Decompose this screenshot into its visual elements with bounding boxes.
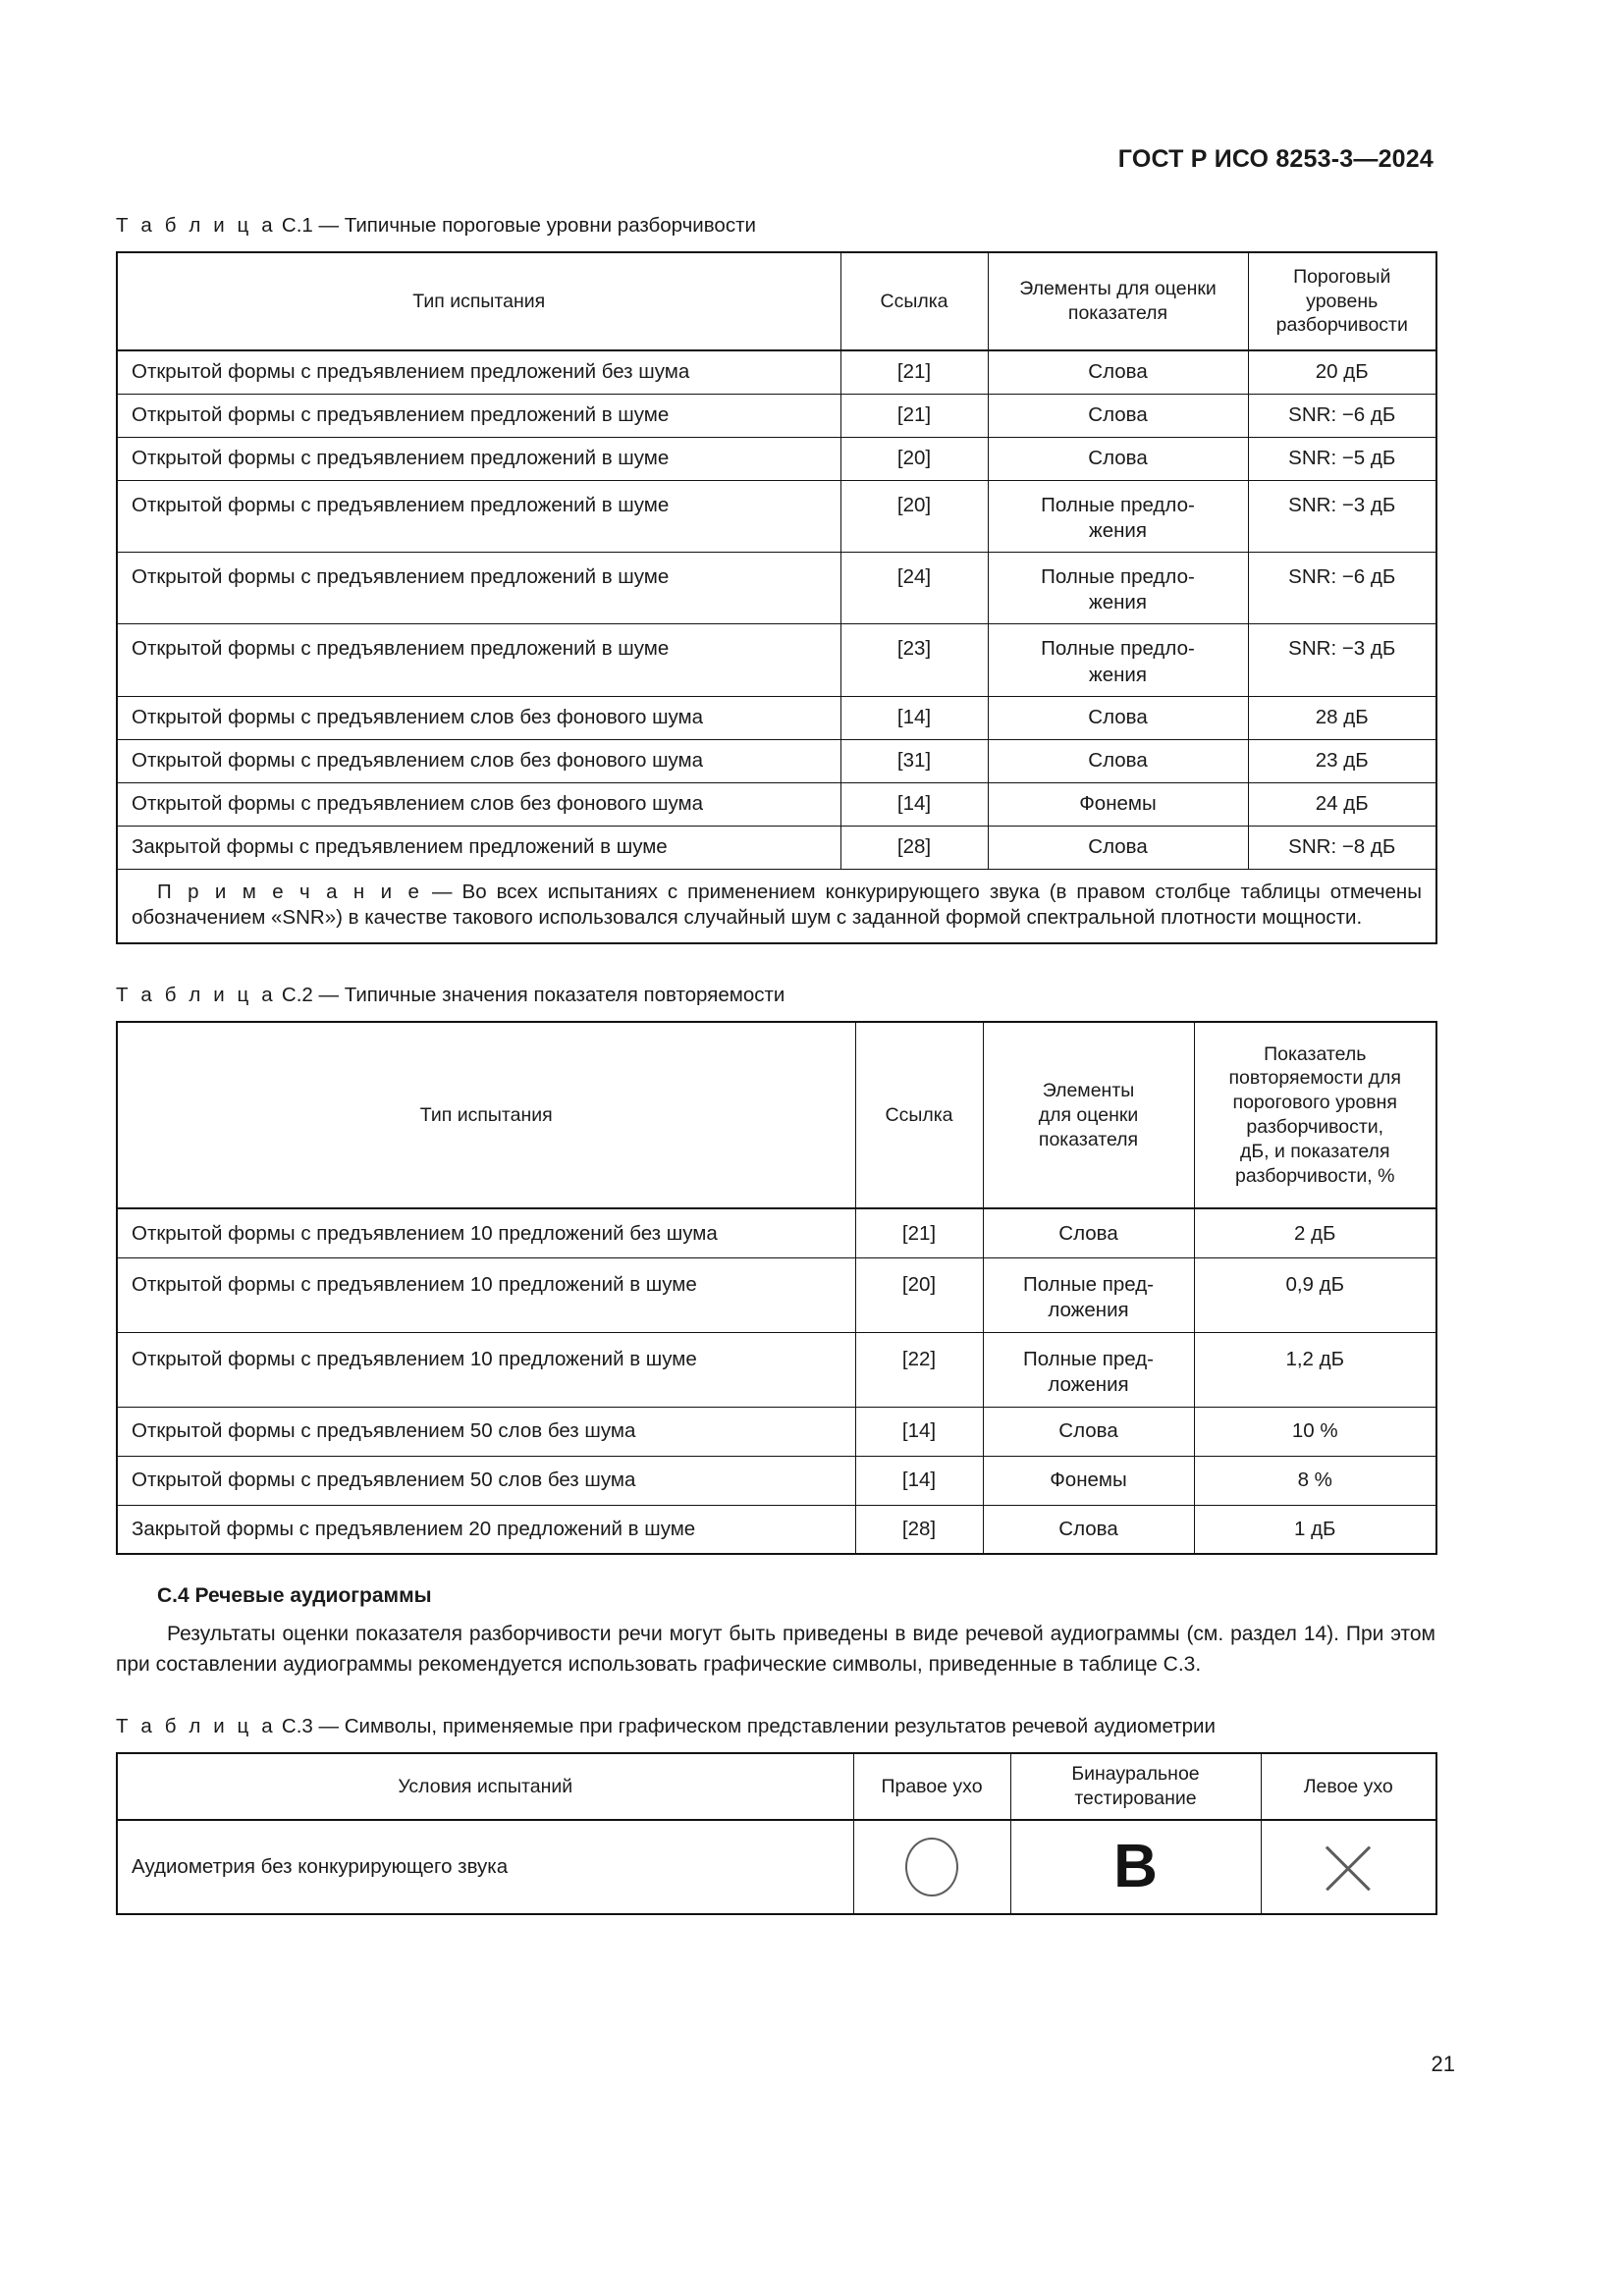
table-c1-cell-reference: [28]: [840, 826, 988, 869]
elements-line2: жения: [1089, 591, 1147, 614]
table-c1-cell-reference: [24]: [840, 552, 988, 623]
table-c1-cell-type: Открытой формы с предъявлением предложений в шуме: [117, 394, 840, 437]
section-c4-heading: C.4 Речевые аудиограммы: [157, 1584, 432, 1608]
section-c4-paragraph: Результаты оценки показателя разборчивости речи могут быть приведены в виде речевой аудиограммы (см. раздел 14). При этом при составлении аудиограммы рекомендуется использовать графические символы, приведенные в таблице С.3.: [116, 1623, 1435, 1676]
table-c1-note-label: П р и м е ч а н и е: [157, 880, 423, 903]
table-row: [117, 1820, 1436, 1914]
table-c1-cell-threshold: 23 дБ: [1248, 739, 1436, 782]
table-c1-col-threshold-line3: разборчивости: [1275, 314, 1408, 337]
binaural-b-symbol: B: [1113, 1833, 1158, 1901]
elements-line1: Полные предло-: [1041, 637, 1195, 661]
table-row: [117, 696, 1436, 739]
table-c1-cell-threshold: SNR: −5 дБ: [1248, 437, 1436, 480]
table-c2-cell-elements: [983, 1505, 1194, 1554]
table-c2-cell-repeatability: 8 %: [1194, 1456, 1436, 1505]
table-row: [117, 1257, 1436, 1332]
table-c1-cell-type: Открытой формы с предъявлением слов без фонового шума: [117, 782, 840, 826]
col-repeatability-line6: разборчивости, %: [1235, 1165, 1395, 1188]
col-repeatability-line3: порогового уровня: [1232, 1092, 1397, 1114]
table-c1-cell-type: Открытой формы с предъявлением слов без фонового шума: [117, 696, 840, 739]
table-c1-cell-reference: [14]: [840, 696, 988, 739]
table-c1-cell-reference: [21]: [840, 394, 988, 437]
table-row: [117, 826, 1436, 869]
col-elements-line2: для оценки: [1038, 1103, 1139, 1126]
table-c2-col-repeatability: [1194, 1022, 1436, 1208]
table-row: [117, 782, 1436, 826]
elements-line2: жения: [1089, 518, 1147, 542]
table-c2-cell-elements: [983, 1407, 1194, 1456]
table-c1-cell-type: Открытой формы с предъявлением предложений в шуме: [117, 552, 840, 623]
table-c3-caption: [116, 1715, 1435, 1738]
table-c1-col-type: Тип испытания: [117, 252, 840, 350]
col-repeatability-line4: разборчивости,: [1246, 1116, 1384, 1139]
table-row: [117, 1456, 1436, 1505]
table-c2-cell-reference: [14]: [855, 1407, 983, 1456]
table-c2-cell-type: Закрытой формы с предъявлением 20 предложений в шуме: [117, 1505, 855, 1554]
table-c1-cell-reference: [20]: [840, 437, 988, 480]
elements-line1: Слова: [1088, 360, 1148, 384]
table-c1-cell-reference: [20]: [840, 480, 988, 552]
table-c3-col-conditions: Условия испытаний: [117, 1753, 853, 1820]
table-c2-caption: [116, 984, 1435, 1007]
table-c2-cell-repeatability: 1 дБ: [1194, 1505, 1436, 1554]
table-c2-cell-reference: [20]: [855, 1257, 983, 1332]
table-c1-note-text: — Во всех испытаниях с применением конкурирующего звука (в правом столбце таблицы отмечены обозначением «SNR») в качестве такового использовался случайный шум с заданной формой спектральной плотности мощности.: [132, 880, 1422, 930]
table-c3-header-row: [117, 1753, 1436, 1820]
table-row: [117, 552, 1436, 623]
table-row: [117, 739, 1436, 782]
table-c2-col-elements: [983, 1022, 1194, 1208]
table-c1-cell-elements: [988, 552, 1248, 623]
elements-line1: Слова: [1058, 1419, 1118, 1443]
table-c1-cell-elements: [988, 437, 1248, 480]
table-c1-cell-elements: [988, 696, 1248, 739]
elements-line1: Слова: [1088, 835, 1148, 859]
table-c1-cell-reference: [23]: [840, 624, 988, 696]
table-c1-cell-threshold: 28 дБ: [1248, 696, 1436, 739]
elements-line2: ложения: [1048, 1373, 1129, 1397]
table-c1-col-threshold-line1: Пороговый: [1293, 265, 1391, 288]
elements-line1: Слова: [1058, 1221, 1118, 1245]
col-binaural-line2: тестирование: [1074, 1788, 1197, 1810]
table-c2-cell-reference: [14]: [855, 1456, 983, 1505]
table-c2-cell-type: Открытой формы с предъявлением 50 слов без шума: [117, 1456, 855, 1505]
elements-line2: жения: [1089, 663, 1147, 686]
table-c3-caption-label: Т а б л и ц а: [116, 1715, 277, 1738]
table-c3: [116, 1752, 1437, 1915]
table-c1-cell-elements: [988, 350, 1248, 394]
page-number: 21: [1431, 2052, 1455, 2076]
table-c1-cell-elements: [988, 782, 1248, 826]
col-binaural-line1: Бинауральное: [1071, 1763, 1200, 1786]
table-row: [117, 624, 1436, 696]
table-c1-cell-reference: [31]: [840, 739, 988, 782]
elements-line1: Полные пред-: [1022, 1347, 1155, 1370]
table-c1-cell-type: Закрытой формы с предъявлением предложений в шуме: [117, 826, 840, 869]
col-repeatability-line2: повторяемости для: [1228, 1067, 1401, 1090]
table-c1-col-elements-line2: показателя: [1067, 302, 1168, 324]
table-row: [117, 1407, 1436, 1456]
elements-line1: Слова: [1088, 706, 1148, 729]
table-c2-cell-type: Открытой формы с предъявлением 50 слов без шума: [117, 1407, 855, 1456]
table-c1: [116, 251, 1437, 944]
table-c1-cell-threshold: SNR: −6 дБ: [1248, 394, 1436, 437]
table-c1-cell-type: Открытой формы с предъявлением слов без фонового шума: [117, 739, 840, 782]
table-c1-cell-threshold: SNR: −8 дБ: [1248, 826, 1436, 869]
table-c3-cell-left-ear: [1261, 1820, 1436, 1914]
col-repeatability-line1: Показатель: [1264, 1042, 1367, 1065]
table-row: [117, 350, 1436, 394]
col-repeatability-line5: дБ, и показателя: [1239, 1141, 1390, 1163]
table-c1-cell-elements: [988, 624, 1248, 696]
table-c1-note: [117, 869, 1436, 943]
table-c3-cell-binaural: [1010, 1820, 1261, 1914]
elements-line2: ложения: [1048, 1299, 1129, 1322]
table-c2-cell-type: Открытой формы с предъявлением 10 предложений в шуме: [117, 1257, 855, 1332]
table-c2-cell-reference: [21]: [855, 1208, 983, 1257]
table-c2-cell-elements: [983, 1257, 1194, 1332]
table-c1-cell-threshold: 20 дБ: [1248, 350, 1436, 394]
elements-line1: Слова: [1088, 402, 1148, 426]
table-c1-col-elements-line1: Элементы для оценки: [1019, 278, 1217, 300]
table-c2-cell-type: Открытой формы с предъявлением 10 предложений в шуме: [117, 1332, 855, 1407]
table-c3-caption-text: С.3 — Символы, применяемые при графическом представлении результатов речевой аудиометрии: [281, 1715, 1216, 1738]
table-c2-cell-elements: [983, 1456, 1194, 1505]
table-c1-cell-type: Открытой формы с предъявлением предложений в шуме: [117, 480, 840, 552]
table-c2-cell-repeatability: 1,2 дБ: [1194, 1332, 1436, 1407]
table-c1-col-threshold: [1248, 252, 1436, 350]
table-c1-note-row: [117, 869, 1436, 943]
table-c2-cell-elements: [983, 1332, 1194, 1407]
elements-line1: Полные предло-: [1041, 564, 1195, 588]
table-c1-caption: [116, 214, 1435, 238]
table-c1-cell-threshold: SNR: −3 дБ: [1248, 480, 1436, 552]
elements-line1: Полные пред-: [1022, 1272, 1155, 1296]
table-c2-caption-label: Т а б л и ц а: [116, 984, 277, 1007]
table-c2-cell-reference: [28]: [855, 1505, 983, 1554]
table-c2-cell-type: Открытой формы с предъявлением 10 предложений без шума: [117, 1208, 855, 1257]
table-row: [117, 437, 1436, 480]
table-row: [117, 1208, 1436, 1257]
table-c3-cell-right-ear: [853, 1820, 1010, 1914]
table-c1-caption-text: С.1 — Типичные пороговые уровни разборчивости: [281, 214, 756, 237]
table-c1-cell-threshold: SNR: −3 дБ: [1248, 624, 1436, 696]
table-c1-col-elements: [988, 252, 1248, 350]
table-row: [117, 1332, 1436, 1407]
table-c1-cell-type: Открытой формы с предъявлением предложений в шуме: [117, 437, 840, 480]
table-c2-cell-elements: [983, 1208, 1194, 1257]
table-row: [117, 1505, 1436, 1554]
table-c2: [116, 1021, 1437, 1555]
table-c1-cell-reference: [14]: [840, 782, 988, 826]
elements-line1: Фонемы: [1079, 792, 1157, 816]
table-c2-col-reference: Ссылка: [855, 1022, 983, 1208]
elements-line1: Слова: [1088, 446, 1148, 469]
table-c1-cell-type: Открытой формы с предъявлением предложений без шума: [117, 350, 840, 394]
circle-symbol-icon: [905, 1838, 958, 1896]
table-c1-cell-elements: [988, 826, 1248, 869]
cross-symbol-icon: [1318, 1837, 1379, 1897]
elements-line1: Слова: [1088, 749, 1148, 773]
elements-line1: Слова: [1058, 1518, 1118, 1540]
table-c1-col-threshold-line2: уровень: [1306, 290, 1379, 312]
table-c1-caption-label: Т а б л и ц а: [116, 214, 277, 237]
table-row: [117, 480, 1436, 552]
table-c1-cell-reference: [21]: [840, 350, 988, 394]
table-c2-cell-repeatability: 10 %: [1194, 1407, 1436, 1456]
col-elements-line3: показателя: [1038, 1128, 1139, 1150]
table-c1-cell-threshold: SNR: −6 дБ: [1248, 552, 1436, 623]
table-row: [117, 394, 1436, 437]
elements-line1: Фонемы: [1050, 1468, 1127, 1492]
table-c2-cell-reference: [22]: [855, 1332, 983, 1407]
col-elements-line1: Элементы: [1042, 1079, 1135, 1101]
table-c1-cell-type: Открытой формы с предъявлением предложений в шуме: [117, 624, 840, 696]
table-c3-col-right-ear: Правое ухо: [853, 1753, 1010, 1820]
table-c2-col-type: Тип испытания: [117, 1022, 855, 1208]
table-c2-caption-text: С.2 — Типичные значения показателя повторяемости: [281, 984, 785, 1007]
table-c1-col-reference: Ссылка: [840, 252, 988, 350]
table-c3-col-binaural: [1010, 1753, 1261, 1820]
table-c1-cell-elements: [988, 739, 1248, 782]
table-c2-header-row: [117, 1022, 1436, 1208]
table-c1-cell-elements: [988, 480, 1248, 552]
table-c1-cell-elements: [988, 394, 1248, 437]
table-c1-header-row: [117, 252, 1436, 350]
table-c2-cell-repeatability: 0,9 дБ: [1194, 1257, 1436, 1332]
document-header-title: ГОСТ Р ИСО 8253-3—2024: [1117, 145, 1434, 173]
table-c1-cell-threshold: 24 дБ: [1248, 782, 1436, 826]
table-c3-col-left-ear: Левое ухо: [1261, 1753, 1436, 1820]
elements-line1: Полные предло-: [1041, 493, 1195, 516]
table-c3-cell-condition: Аудиометрия без конкурирующего звука: [117, 1820, 853, 1914]
table-c2-cell-repeatability: 2 дБ: [1194, 1208, 1436, 1257]
page-content: [116, 214, 1435, 1915]
